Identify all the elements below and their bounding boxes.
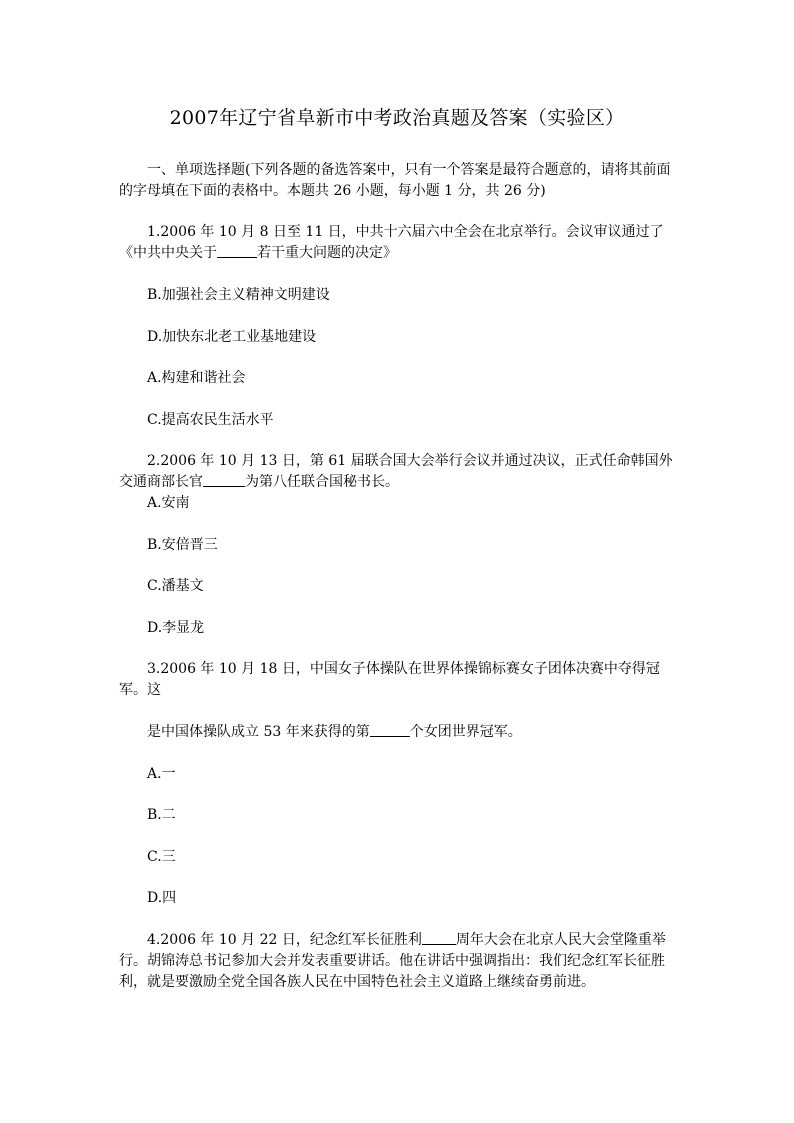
question-1-option: A.构建和谐社会 [147,370,246,386]
question-3-stem-after: 个女团世界冠军。 [409,724,522,740]
question-2-stem-before: 2.2006 年 10 月 13 日，第 61 届联合国大会举行会议并通过决议，正式任命韩国外交通商部长官 [119,453,673,490]
question-2-option: B.安倍晋三 [147,537,218,553]
question-3-option: A.一 [147,766,176,782]
question-3-option: D.四 [147,890,177,906]
question-1-option: D.加快东北老工业基地建设 [147,329,317,345]
question-1-option: B.加强社会主义精神文明建设 [147,287,330,303]
answer-blank [203,472,245,487]
question-2-stem [119,451,675,493]
question-3-stem-line1: 3.2006 年 10 月 18 日，中国女子体操队在世界体操锦标赛女子团体决赛中夺得冠军。这 [119,661,660,698]
answer-blank [370,722,410,737]
question-2-option: C.潘基文 [147,578,204,594]
question-4-stem-before: 4.2006 年 10 月 22 日，纪念红军长征胜利 [147,932,422,948]
question-1-option: C.提高农民生活水平 [147,412,274,428]
question-4-stem-after: 周年大会在北京人民大会堂隆重举行。胡锦涛总书记参加大会并发表重要讲话。他在讲话中强调指出：我们纪念红军长征胜利，就是要激励全党全国各族人民在中国特色社会主义道路上继续奋勇前进。 [119,932,666,990]
answer-blank [422,930,456,945]
question-3-stem-before: 是中国体操队成立 53 年来获得的第 [147,724,370,740]
question-4-stem [119,930,675,993]
answer-blank [217,243,257,258]
question-2-option: A.安南 [147,495,190,511]
question-1-stem-before: 1.2006 年 10 月 8 日至 11 日，中共十六届六中全会在北京举行。会议审议通过了《中共中央关于 [119,224,664,261]
question-2-stem-after: 为第八任联合国秘书长。 [245,474,399,490]
section-heading: 一、单项选择题(下列各题的备选答案中，只有一个答案是最符合题意的，请将其前面的字母填在下面的表格中。本题共 26 小题，每小题 1 分，共 26 分) [119,162,671,199]
question-2-option: D.李显龙 [147,620,205,636]
document-title: 2007年辽宁省阜新市中考政治真题及答案（实验区） [169,107,625,129]
question-3-stem [147,722,667,743]
question-1-stem-after: 若干重大问题的决定》 [257,245,397,261]
question-3-option: C.三 [147,849,176,865]
question-3-option: B.二 [147,807,176,823]
question-1-stem [119,222,675,264]
